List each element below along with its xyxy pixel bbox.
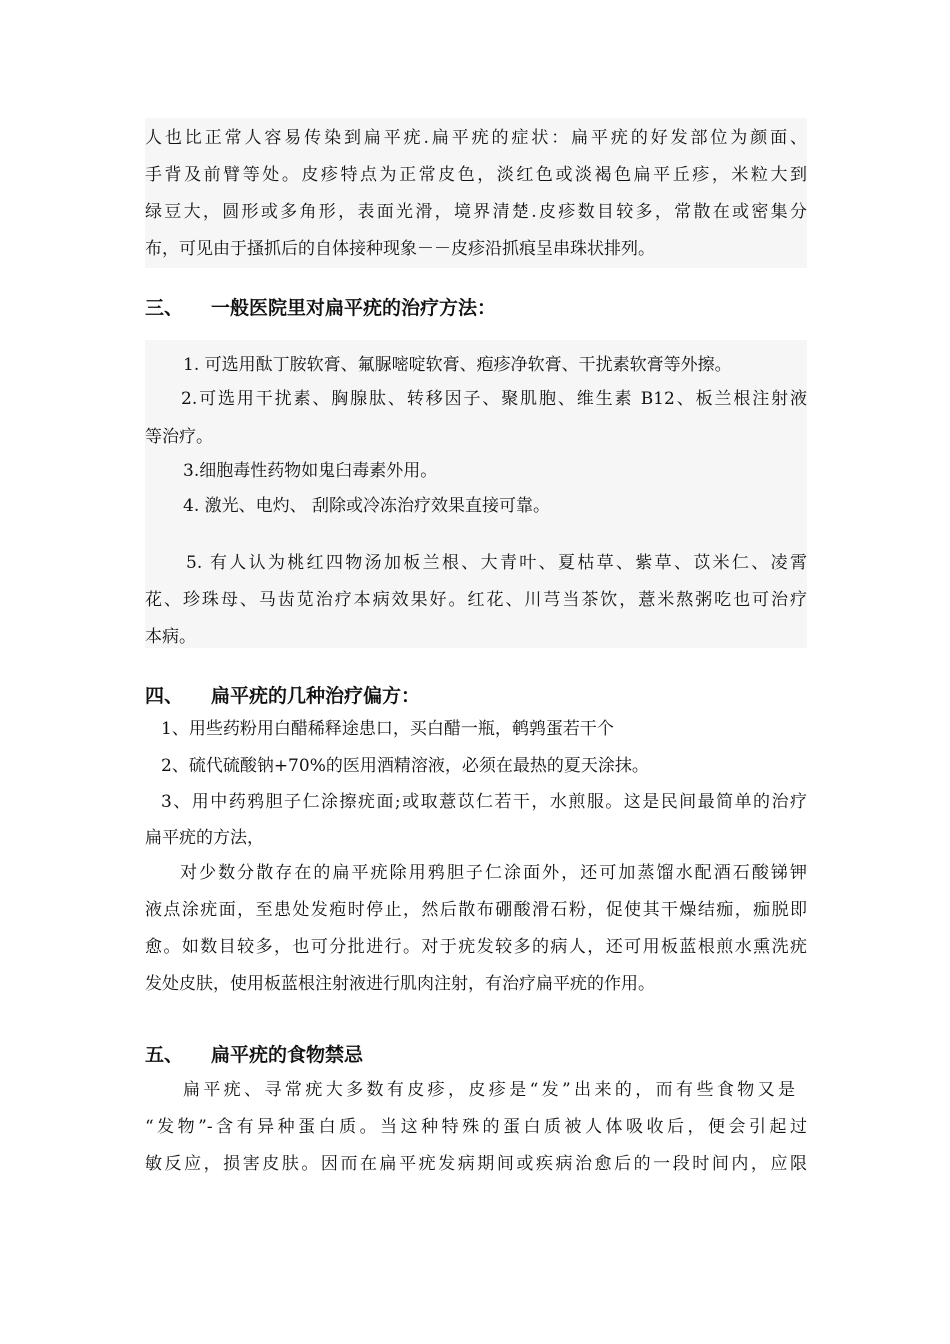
list-item: 1. 可选用酞丁胺软膏、氟脲嘧啶软膏、疱疹净软膏、干扰素软膏等外擦。 (183, 355, 732, 375)
section-title: 扁平疣的几种治疗偏方： (211, 685, 421, 707)
section-heading-3 (145, 295, 807, 321)
list-item: 1、用些药粉用白醋稀释途患口，买白醋一瓶，鹌鹑蛋若干个 (161, 719, 614, 739)
list-item: 花、珍珠母、马齿苋治疗本病效果好。红花、川芎当茶饮，薏米熬粥吃也可治疗 (145, 590, 807, 610)
section-heading-4 (145, 683, 807, 709)
body-line: “发物”-含有异种蛋白质。当这种特殊的蛋白质被人体吸收后，便会引起过 (145, 1117, 807, 1137)
body-line: 发处皮肤，使用板蓝根注射液进行肌肉注射，有治疗扁平疣的作用。 (145, 974, 655, 994)
list-item: 3、用中药鸦胆子仁涂擦疣面;或取薏苡仁若干，水煎服。这是民间最简单的治疗 (161, 792, 807, 812)
body-line: 扁平疣、寻常疣大多数有皮疹，皮疹是“发”出来的，而有些食物又是 (183, 1080, 795, 1100)
section-number: 三、 (145, 297, 184, 319)
list-item: 2、硫代硫酸钠+70%的医用酒精溶液，必须在最热的夏天涂抹。 (161, 756, 649, 776)
body-line: 扁平疣的方法， (145, 828, 264, 848)
body-line: 敏反应，损害皮肤。因而在扁平疣发病期间或疾病治愈后的一段时间内，应限 (145, 1154, 807, 1174)
body-line: 人也比正常人容易传染到扁平疣.扁平疣的症状：扁平疣的好发部位为颜面、 (145, 128, 807, 148)
body-line: 布，可见由于搔抓后的自体接种现象－－皮疹沿抓痕呈串珠状排列。 (145, 239, 655, 259)
list-item: 4. 激光、电灼、 刮除或冷冻治疗效果直接可靠。 (183, 496, 551, 516)
section-title: 扁平疣的食物禁忌 (211, 1044, 364, 1066)
body-line: 手背及前臂等处。皮疹特点为正常皮色，淡红色或淡褐色扁平丘疹，米粒大到 (145, 165, 807, 185)
body-line: 愈。如数目较多，也可分批进行。对于疣发较多的病人，还可用板蓝根煎水熏洗疣 (145, 937, 807, 957)
section-heading-5 (145, 1042, 807, 1068)
list-item: 5. 有人认为桃红四物汤加板兰根、大青叶、夏枯草、紫草、苡米仁、凌霄 (186, 553, 807, 573)
list-item: 2.可选用干扰素、胸腺肽、转移因子、聚肌胞、维生素 B12、板兰根注射液 (181, 389, 807, 409)
section-number: 四、 (145, 685, 184, 707)
section-number: 五、 (145, 1044, 184, 1066)
list-item: 本病。 (145, 627, 196, 647)
body-line: 液点涂疣面，至患处发疱时停止，然后散布硼酸滑石粉，促使其干燥结痂，痂脱即 (145, 900, 807, 920)
list-item: 3.细胞毒性药物如鬼臼毒素外用。 (183, 461, 438, 481)
list-item: 等治疗。 (145, 427, 213, 447)
body-line: 对少数分散存在的扁平疣除用鸦胆子仁涂面外，还可加蒸馏水配酒石酸锑钾 (180, 863, 807, 883)
section-title: 一般医院里对扁平疣的治疗方法： (211, 297, 497, 319)
body-line: 绿豆大，圆形或多角形，表面光滑，境界清楚.皮疹数目较多，常散在或密集分 (145, 202, 807, 222)
